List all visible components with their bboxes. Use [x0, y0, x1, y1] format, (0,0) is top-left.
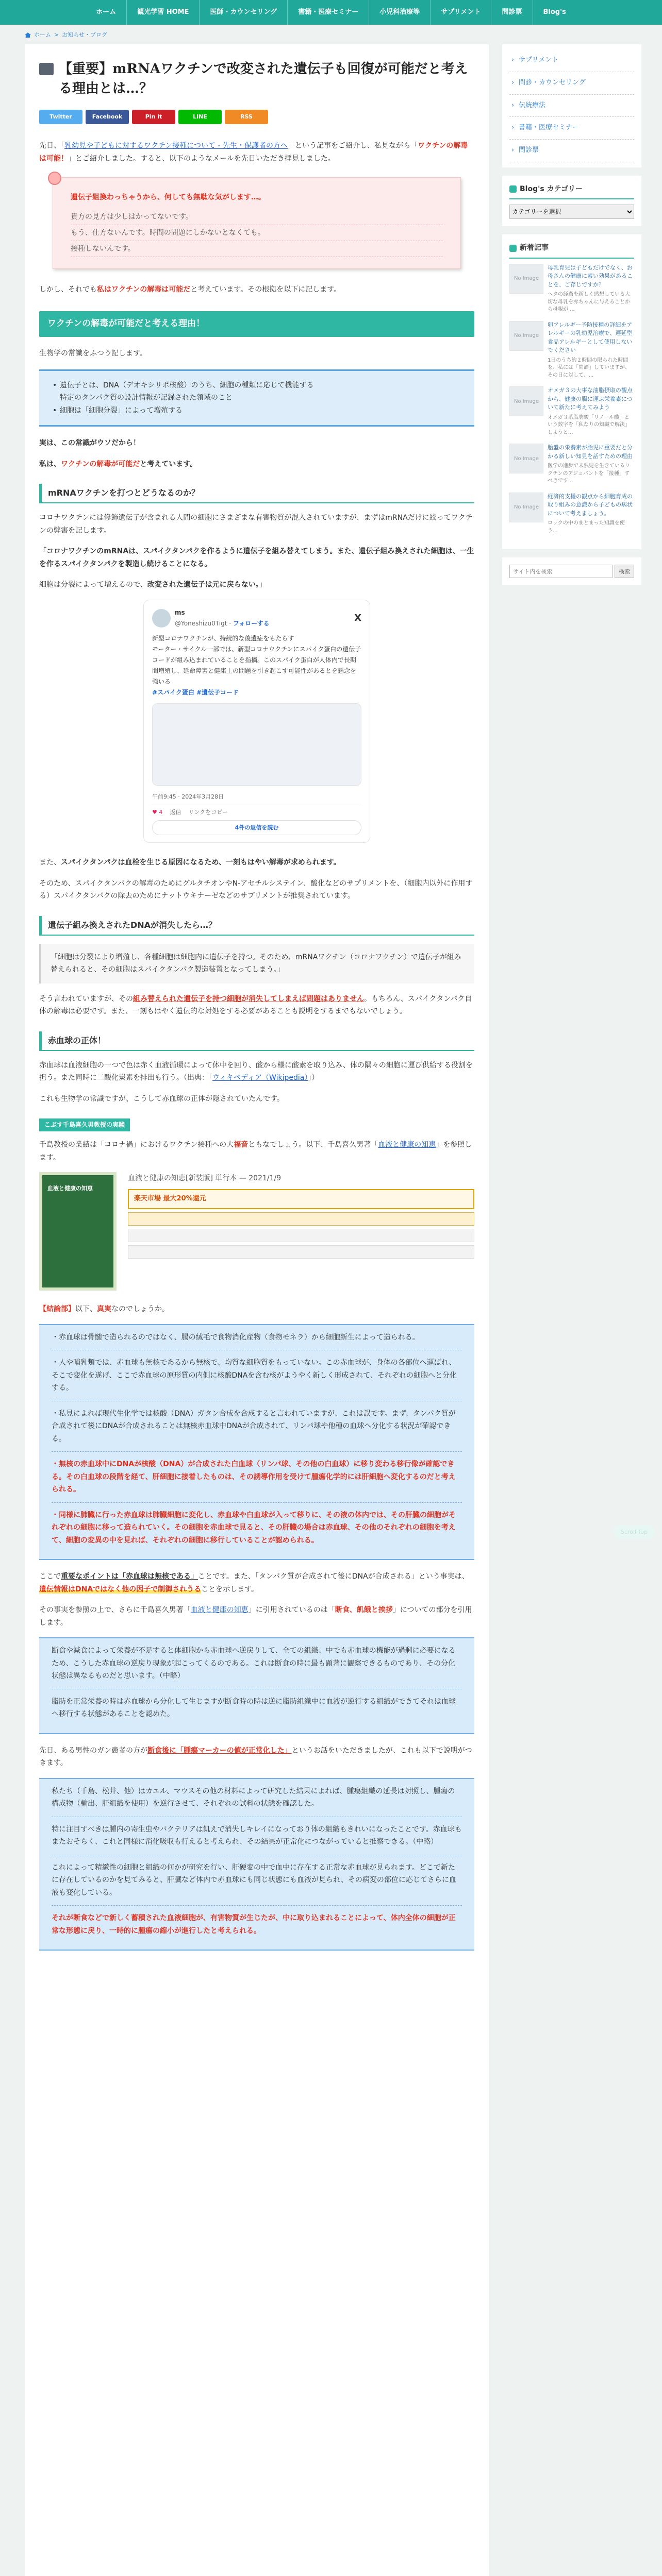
scroll-top-button[interactable]: Scroll Top [614, 1525, 655, 1539]
paragraph: 実は、この常識がウソだから！ [39, 439, 140, 448]
sidebar-item-therapy[interactable]: › 伝統療法 [509, 95, 634, 117]
top-nav [0, 0, 662, 25]
share-buttons [39, 110, 474, 124]
citation-item: ・同様に肺臓に行った赤血球は肺臓細胞に変化し、赤血球や白血球が入って移りに、その液の体内では、その肝臓の細胞がそれぞれの細胞に移って造られていく。その細胞を赤血球で見ると、その肝臓の場合は赤血球、その他のそれぞれの細胞を考えて、細胞の変異の中を見れば、それぞれの細胞に移行していることが認められる。 [52, 1511, 456, 1545]
article-header [39, 60, 474, 98]
pencil-icon [509, 245, 517, 252]
home-icon [25, 32, 31, 38]
post-title[interactable]: 経済的支援の観点から細胞育成の取り組みの意識から子どもの病状について考えましょう。 [548, 493, 633, 517]
nav-supplement[interactable]: サプリメント [430, 0, 491, 25]
paragraph: 千島教授の業績は「コロナ禍」におけるワクチン接種への大福音ともなでしょう。以下、千島喜久男著「血液と健康の知恵」を参照します。 [39, 1141, 472, 1162]
recent-post[interactable] [509, 386, 634, 436]
nav-questionnaire[interactable]: 問診票 [491, 0, 532, 25]
avatar [152, 609, 171, 628]
book-link-2[interactable]: 血液と健康の知恵 [190, 1606, 249, 1615]
post-thumbnail[interactable]: No Image [509, 386, 543, 416]
yahoo-button[interactable] [128, 1245, 474, 1259]
search-button[interactable]: 検索 [615, 565, 634, 578]
share-facebook-button[interactable]: Facebook [86, 110, 129, 124]
article-title: 【重要】mRNAワクチンで改変された遺伝子も回復が可能だと考える理由とは…？ [59, 61, 468, 96]
recent-posts-widget [502, 234, 641, 549]
folder-icon [39, 63, 54, 75]
memo-note [53, 177, 461, 269]
post-title[interactable]: オメガ３の大事な油脂摂取の観点から、健康の腸に運ぶ栄養素について新たに考えてみよう [548, 387, 633, 411]
like-button[interactable]: ♥ 4 [152, 808, 163, 816]
sidebar-item-supplement[interactable]: › サプリメント [509, 49, 634, 72]
paragraph: 「コロナワクチンのmRNAは、スパイクタンパクを作るように遺伝子を組み替えてしまう。また、遺伝子組み換えされた細胞は、一生を作るスパイクタンパクを製造し続けることになる。 [39, 547, 474, 568]
breadcrumb-sep: > [54, 31, 59, 39]
info-box [39, 369, 474, 427]
tweet-author: ms [175, 608, 185, 616]
paragraph: そのため、スパイクタンパクの解毒のためにグルタチオンやN-アセチルシステイン、酸化などのサプリメントを、（細胞内以外に作用する）スパイクタンパクの除去のためにナットウキナーゼなどのサプリメントが推奨されています。 [39, 879, 473, 901]
memo-line: もう、仕方ないんです。時間の問題にしかないとなくても。 [71, 225, 443, 241]
widget-title: Blog's カテゴリー [520, 184, 583, 193]
pin-icon [48, 172, 61, 185]
share-twitter-button[interactable]: Twitter [39, 110, 82, 124]
amazon-button[interactable] [128, 1212, 474, 1226]
post-title[interactable]: 胎盤の栄養素が胎児に重要だと分かる新しい知見を話すための理由 [548, 444, 633, 460]
memo-line: 接種しないんです。 [71, 241, 443, 257]
nav-books[interactable]: 書籍・医療セミナー [287, 0, 369, 25]
post-excerpt: 1日のうち約２時間の限られた時間を、私には「問診」していますが、その日に対して、... [548, 357, 630, 378]
tweet-meta: 午前9:45 · 2024年3月28日 [152, 790, 361, 804]
citation-item: これによって精緻性の細胞と組織の何かが研究を行い、肝硬変の中で血中に存在する正常な赤血球が見られます。どこで新たに存在しているのかを見てみると、肝臓など体内で赤血球にも同じ状態にも血液が見られ、その病変の部位に応じてさらに血液も変化している。 [52, 1863, 456, 1897]
breadcrumb-home[interactable]: ホーム [34, 31, 51, 39]
paragraph: これも生物学の常識ですが、こうして赤血球の正体が隠されていたんです。 [39, 1094, 284, 1103]
sidebar-item-questionnaire[interactable]: › 問診票 [509, 140, 634, 162]
paragraph: また、スパイクタンパクは血栓を生じる原因になるため、一刻もはやい解毒が求められます。 [39, 858, 341, 867]
paragraph: その事実を参照の上で、さらに千島喜久男著「血液と健康の知恵」に引用されているのは「断食、飢餓と挨拶」についての部分を引用します。 [39, 1606, 472, 1627]
intro-link[interactable]: 乳幼児や子どもに対するワクチン接種について - 先生・保護者の方へ [64, 142, 288, 150]
nav-doctor[interactable]: 医師・カウンセリング [199, 0, 287, 25]
share-line-button[interactable]: LINE [178, 110, 222, 124]
share-pin-button[interactable]: Pin it [132, 110, 175, 124]
intro-paragraph: 先日、「乳幼児や子どもに対するワクチン接種について - 先生・保護者の方へ」という記事をご紹介し、私見ながら「ワクチンの解毒は可能！」とご紹介しました。すると、以下のようなメールを先日いただき拝見しました。 [39, 142, 468, 163]
nav-pediatric[interactable]: 小児科治療等 [369, 0, 430, 25]
folder-icon [509, 185, 517, 193]
paragraph: 先日、ある男性のガン患者の方が断食後に「腫瘍マーカーの値が正常化した」というお話をいただきましたが、これも以下で説明がつきます。 [39, 1746, 472, 1768]
nav-learning[interactable]: 観光学習 HOME [126, 0, 199, 25]
book-card [39, 1172, 474, 1291]
info-item: • 遺伝子とは、DNA（デオキシリボ核酸）のうち、細胞の種類に応じて機能する 特定のタンパク質の設計情報が記録された領域のこと [53, 379, 461, 404]
citation-panel-3 [39, 1778, 474, 1951]
category-select[interactable] [509, 205, 634, 219]
breadcrumb-category[interactable]: お知らせ・ブログ [62, 31, 107, 39]
book-cover[interactable]: 血液と健康の知恵 [39, 1172, 117, 1291]
x-logo-icon: X [354, 612, 361, 623]
recent-post[interactable] [509, 493, 634, 535]
paragraph: 赤血球は血液細胞の一つで色は赤く血液循環によって体中を回り、酸から様に酸素を取り込み、体の隅々の細胞に運び供給する役割を担う。また同時に二酸化炭素を排出も行う。（出典：「ウィキペディア（Wikipedia）」） [39, 1061, 473, 1082]
paragraph: しかし、それでも私はワクチンの解毒は可能だと考えています。その根拠を以下に記します。 [39, 285, 341, 294]
article-main [25, 44, 489, 2576]
nav-home[interactable]: ホーム [96, 8, 117, 16]
recent-post[interactable] [509, 321, 634, 380]
paragraph: 生物学の常識をふつう記します。 [39, 349, 147, 358]
info-item: • 細胞は「細胞分裂」によって増殖する [53, 404, 461, 417]
post-thumbnail[interactable]: No Image [509, 321, 543, 351]
paragraph: 【結論部】以下、真実なのでしょうか。 [39, 1305, 169, 1314]
subsection-heading: 遺伝子組み換えされたDNAが消失したら…？ [39, 916, 474, 936]
paragraph: ここで重要なポイントは「赤血球は無核である」ことです。また、「タンパク質が合成されて後にDNAが合成される」という事実は、遺伝情報はDNAではなく他の因子で制御されうることを示します。 [39, 1572, 469, 1594]
citation-item: ・人や哺乳類では、赤血球も無核であるから無核で、均質な細胞質をもっていない。この赤血球が、身体の各部位へ運ばれ、そこで変化を遂げ、ここで赤血球の原形質の内側に核酸DNAを含む核がようやく新しく形成されて、それぞれの細胞へと分化する。 [52, 1359, 457, 1393]
read-replies-button[interactable]: 4件の返信を読む [152, 820, 361, 835]
subsection-heading: mRNAワクチンを打つとどうなるのか？ [39, 484, 474, 503]
post-excerpt: ロックの中のまとまった知識を使う... [548, 520, 625, 534]
recent-post[interactable] [509, 264, 634, 314]
quote: 「細胞は分裂により増殖し、各種細胞は細胞内に遺伝子を持つ。そのため、mRNAワクチン（コロナワクチン）で遺伝子が組み替えられると、その細胞はスパイクタンパク製造装置となってしまう。」 [39, 944, 474, 984]
widget-title: 新着記事 [520, 244, 549, 252]
paragraph: コロナワクチンには修飾遺伝子が含まれる人間の細胞にさまざまな有害物質が混入されていますが、まずはmRNAだけに絞ってワクチンの弊害を記します。 [39, 514, 473, 535]
memo-line: 貴方の見方は少しはかってないです。 [71, 209, 443, 225]
post-title[interactable]: 卵アレルギー予防接種の詳細をアレルギーの乳幼児治療で、遅延型食品アレルギーとして使用しないでください [548, 321, 633, 354]
post-excerpt: ヘタの経過を新しく感想している大切な母乳を赤ちゃんに与えることから母親が ... [548, 292, 630, 313]
book-promo[interactable]: 楽天市場 最大20%還元 [128, 1189, 474, 1209]
tweet-text: 新型コロナワクチンが、持続的な後遺症をもたらす モーター・サイクル一部では、新型コロナウクチンにスパイク蛋白の遺伝子コードが組み込まれていることを指摘。このスパイク蛋白が人体内で長期間増殖し、延命障害と健康上の問題を引き起こす可能性があるとを懸念を強いる [152, 634, 361, 685]
section-label: こぶす千島喜久男教授の実験 [39, 1118, 130, 1131]
paragraph: そう言われていますが、その組み替えられた遺伝子を持つ細胞が消失してしまえば問題はありません。もちろん、スパイクタンパク自体の解毒は必要です。また、一刻もはやく遺伝的な対処をする必要があることも説明をするまでもないでしょう。 [39, 994, 472, 1016]
post-thumbnail[interactable]: No Image [509, 444, 543, 473]
sidebar-item-counseling[interactable]: › 問診・カウンセリング [509, 72, 634, 95]
sidebar-item-books[interactable]: › 書籍・医療セミナー [509, 117, 634, 140]
subsection-heading: 赤血球の正体！ [39, 1031, 474, 1051]
memo-head: 遺伝子組換わっちゃうから、何しても無駄な気がします…。 [71, 193, 266, 202]
category-widget [502, 176, 641, 227]
post-thumbnail[interactable]: No Image [509, 493, 543, 522]
book-link[interactable]: 血液と健康の知恵 [378, 1141, 436, 1149]
reply-button[interactable]: 返信 [170, 808, 181, 816]
paragraph: 細胞は分裂によって増えるので、改変された遺伝子は元に戻らない。」 [39, 581, 267, 589]
citation-item: それが断食などで新しく蓄積された血液細胞が、有害物質が生じたが、中に取り込まれることによって、体内全体の細胞が正常な形態に戻り、一時的に腫瘍の縮小が進行したと考えられる。 [52, 1914, 456, 1935]
post-excerpt: オメガ３系脂肪酸「リノール酸」という数字を「私なりの知識で解決」しようと... [548, 414, 630, 435]
citation-item: ・赤血球は骨髄で造られるのではなく、腸の絨毛で食物消化産物（食物モネラ）から細胞新生によって造られる。 [52, 1333, 420, 1342]
tweet-hashtags[interactable]: #スパイク蛋白 #遺伝子コード [152, 688, 239, 696]
tweet-media[interactable] [152, 703, 361, 786]
share-rss-button[interactable]: RSS [225, 110, 268, 124]
embedded-tweet[interactable]: ms @Yoneshizu0Tigt · フォローする X 新型コロナワクチンが、持続的な後遺症をもたらす モーター・サイクル一部では、新型コロナウクチンにスパイク蛋白の遺伝子コードが組み込まれていることを指摘。このスパイク蛋白が人体内で長期間増殖し、延命障害と健康上の問題を引き起こす可能性があるとを懸念を強いる #スパイク蛋白 #遺伝子コード 午前9:45 · 2024年3月28日 ♥ 4 返信 リンクをコピー 4件の返信を読む [143, 600, 370, 843]
post-excerpt: 医学の進歩で未熟児を生きているワクチンのアジュバントを「接種」すべきです... [548, 463, 630, 484]
post-thumbnail[interactable]: No Image [509, 264, 543, 294]
recent-post[interactable] [509, 444, 634, 485]
search-input[interactable] [509, 565, 613, 578]
follow-button[interactable]: フォローする [233, 619, 270, 627]
citation-item: ・無核の赤血球中にDNAが核酸（DNA）が合成された白血球（リンパ球、その他の白血球）に移り変わる移行像が確認できる。その白血球の段階を経て、肝細胞に接着したものは、その誘導作用を受けて腫瘍化学的には肝細胞へ変化するのだと考えられる。 [52, 1460, 456, 1494]
rakuten-button[interactable] [128, 1229, 474, 1242]
citation-item: 断食や減食によって栄養が不足すると体細胞から赤血球へ逆戻りして、全ての組織、中でも赤血球の機能が過剰に必要になるため、こうした赤血球の逆戻り現象が起こってくるのである。これは断食の時に最も顕著に観察できるものであり、その分化状態は異なるものだと思います。（中略） [52, 1647, 456, 1681]
citation-panel [39, 1324, 474, 1561]
citation-item: 特に注目すべきは腫内の寄生虫やバクテリアは飢えで消失しキレイになっており体の組織もきれいになったことです。赤血球もまたおそらく、これと同様に消化吸収も行えると考えられ、その結果が正常化につながっていると推察できる。（中略） [52, 1825, 462, 1846]
citation-panel-2 [39, 1637, 474, 1734]
citation-item: 私たち（千島、松井、他）はカエル、マウスその他の材料によって研究した結果によれば、腫瘍組織の延長は対照し、腫瘍の構成物（輸出、肝組織を使用）を逆行させて、それぞれの試料の状態を確認した。 [52, 1787, 455, 1808]
post-title[interactable]: 母乳育児は子どもだけでなく、お母さんの健康に素い効果があることを、ご存じですか？ [548, 264, 633, 288]
sidebar-menu [502, 44, 641, 167]
citation-item: ・私見によれば現代生化学では核酸（DNA）ガタン合成を合成すると言われていますが、これは誤です。まず、タンパク質が合成されて後にDNAが合成されることは無核赤血球中DNAが合成されて、リンパ球や他種の血球へ分化する状況が確認できる。 [52, 1409, 456, 1443]
copy-link-button[interactable]: リンクをコピー [188, 808, 228, 816]
citation-item: 脂肪を正常栄養の時は赤血球から分化して生じますが断食時の時は逆に脂肪組織中に血液が逆行する組織ができてそれは血球へ移行する状態があることを認めた。 [52, 1697, 456, 1719]
wikipedia-link[interactable]: ウィキペディア（Wikipedia） [212, 1074, 308, 1082]
nav-blog[interactable]: Blog's [533, 0, 576, 25]
sidebar [502, 44, 641, 594]
paragraph: 私は、ワクチンの解毒が可能だと考えています。 [39, 460, 197, 468]
section-heading: ワクチンの解毒が可能だと考える理由！ [39, 311, 474, 337]
search-widget [502, 557, 641, 585]
book-title[interactable]: 血液と健康の知恵[新装版] 単行本 — 2021/1/9 [128, 1174, 282, 1183]
breadcrumb [25, 29, 489, 41]
